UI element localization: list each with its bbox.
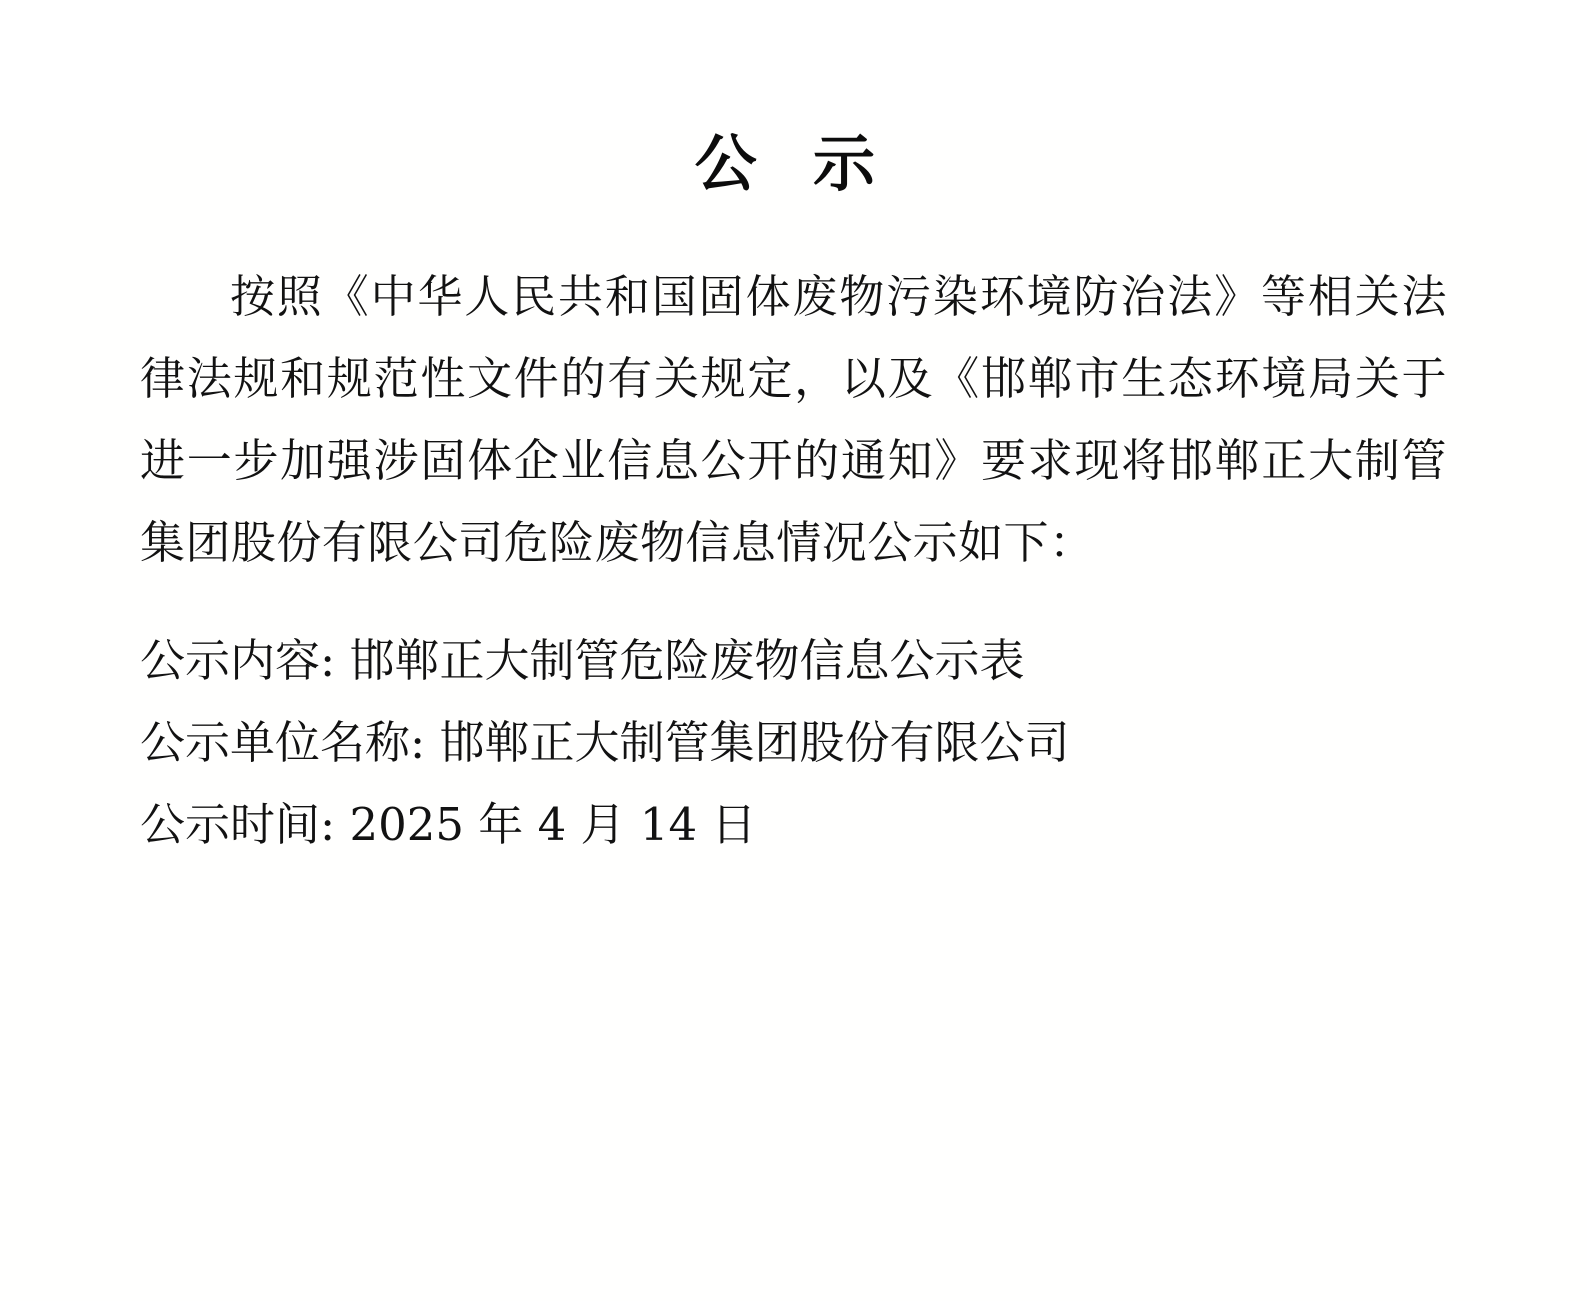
field-value-content: 邯郸正大制管危险废物信息公示表	[349, 633, 1025, 687]
document-page	[0, 127, 1587, 1301]
field-label-content: 公示内容:	[140, 633, 336, 687]
field-value-date: 2025 年 4 月 14 日	[349, 797, 757, 851]
field-row-content	[140, 620, 1447, 702]
field-row-unit	[140, 702, 1447, 784]
field-row-date	[140, 784, 1447, 866]
field-label-date: 公示时间:	[140, 797, 336, 851]
field-value-unit: 邯郸正大制管集团股份有限公司	[439, 715, 1070, 769]
page-title: 公 示	[694, 127, 893, 200]
field-label-unit: 公示单位名称:	[140, 715, 426, 769]
notice-paragraph: 按照《中华人民共和国固体废物污染环境防治法》等相关法律法规和规范性文件的有关规定，以及《邯郸市生态环境局关于进一步加强涉固体企业信息公开的通知》要求现将邯郸正大制管集团股份有限公司危险废物信息情况公示如下：	[140, 270, 1447, 569]
document-body	[140, 256, 1447, 865]
field-list	[140, 620, 1447, 866]
